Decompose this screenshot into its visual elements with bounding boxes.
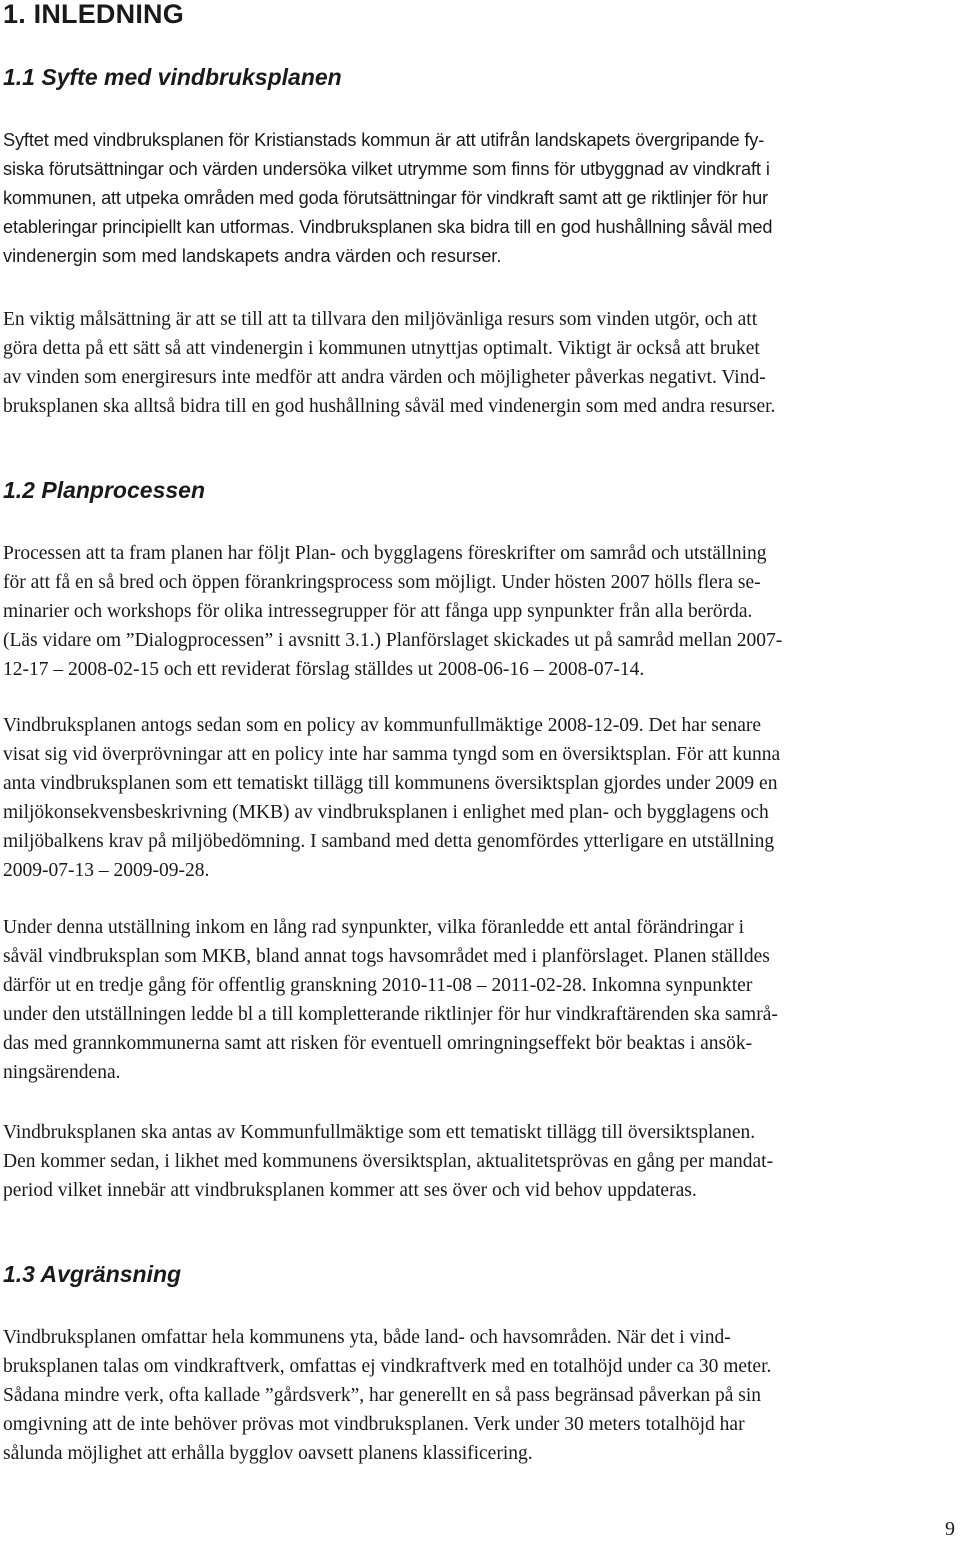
text-line: Vindbruksplanen antogs sedan som en policy av kommunfullmäktige 2008-12-09. Det har senare — [3, 715, 762, 736]
section-1-1-paragraph-1 — [3, 126, 953, 271]
text-line: 12-17 – 2008-02-15 och ett reviderat förslag ställdes ut 2008-06-16 – 2008-07-14. — [3, 659, 645, 680]
text-line: såväl vindbruksplan som MKB, bland annat togs havsområdet med i planförslaget. Planen ställdes — [3, 946, 770, 967]
text-line: omgivning att de inte behöver prövas mot vindbruksplanen. Verk under 30 meters totalhöjd har — [3, 1414, 745, 1435]
text-line: (Läs vidare om ”Dialogprocessen” i avsnitt 3.1.) Planförslaget skickades ut på samråd mellan 2007- — [3, 630, 783, 651]
section-title-1-2: 1.2 Planprocessen — [3, 477, 205, 503]
text-line: minarier och workshops för olika intressegrupper för att fånga upp synpunkter från alla berörda. — [3, 601, 753, 622]
text-line: anta vindbruksplanen som ett tematiskt tillägg till kommunens översiktsplan gjordes under 2009 en — [3, 773, 778, 794]
text-line: Sådana mindre verk, ofta kallade ”gårdsverk”, har generellt en så pass begränsad påverkan på sin — [3, 1385, 762, 1406]
text-line: miljöbalkens krav på miljöbedömning. I samband med detta genomfördes ytterligare en utställning — [3, 831, 775, 852]
text-line: En viktig målsättning är att se till att ta tillvara den miljövänliga resurs som vinden utgör, och att — [3, 309, 758, 330]
text-line: das med grannkommunerna samt att risken för eventuell omringningseffekt bör beaktas i ansök- — [3, 1033, 753, 1054]
text-line: etableringar principiellt kan utformas. Vindbruksplanen ska bidra till en god hushållning såväl med — [3, 217, 773, 237]
section-1-1-paragraph-2 — [3, 305, 953, 421]
text-line: bruksplanen talas om vindkraftverk, omfattas ej vindkraftverk med en totalhöjd under ca 30 meter. — [3, 1356, 772, 1377]
text-line: ningsärendena. — [3, 1062, 121, 1083]
text-line: för att få en så bred och öppen förankringsprocess som möjligt. Under hösten 2007 hölls flera se- — [3, 572, 761, 593]
section-title-1-3: 1.3 Avgränsning — [3, 1261, 182, 1287]
text-line: bruksplanen ska alltså bidra till en god hushållning såväl med vindenergin som med andra resurser. — [3, 396, 776, 417]
text-line: 2009-07-13 – 2009-09-28. — [3, 860, 210, 881]
section-1-2-paragraph-3 — [3, 913, 953, 1087]
text-line: av vinden som energiresurs inte medför att andra värden och möjligheter påverkas negativt. Vind- — [3, 367, 766, 388]
section-1-3-paragraph-1 — [3, 1323, 953, 1468]
section-1-2-paragraph-1 — [3, 539, 953, 684]
text-line: period vilket innebär att vindbruksplanen kommer att ses över och vid behov uppdateras. — [3, 1180, 697, 1201]
text-line: siska förutsättningar och värden undersöka vilket utrymme som finns för utbyggnad av vindkraft i — [3, 159, 770, 179]
text-line: Vindbruksplanen ska antas av Kommunfullmäktige som ett tematiskt tillägg till översiktsplanen. — [3, 1122, 756, 1143]
section-title-1-1: 1.1 Syfte med vindbruksplanen — [3, 64, 342, 90]
text-line: Processen att ta fram planen har följt Plan- och bygglagens föreskrifter om samråd och utställning — [3, 543, 767, 564]
text-line: därför ut en tredje gång för offentlig granskning 2010-11-08 – 2011-02-28. Inkomna synpunkter — [3, 975, 753, 996]
section-1-2-paragraph-4 — [3, 1118, 953, 1205]
text-line: Syftet med vindbruksplanen för Kristianstads kommun är att utifrån landskapets övergripande fy- — [3, 130, 765, 150]
text-line: sålunda möjlighet att erhålla bygglov oavsett planens klassificering. — [3, 1443, 533, 1464]
text-line: Den kommer sedan, i likhet med kommunens översiktsplan, aktualitetsprövas en gång per mandat- — [3, 1151, 774, 1172]
page-number: 9 — [945, 1518, 955, 1540]
text-line: Under denna utställning inkom en lång rad synpunkter, vilka föranledde ett antal förändringar i — [3, 917, 745, 938]
text-line: kommunen, att utpeka områden med goda förutsättningar för vindkraft samt att ge riktlinjer för hur — [3, 188, 768, 208]
text-line: visat sig vid överprövningar att en policy inte har samma tyngd som en översiktsplan. För att kunna — [3, 744, 781, 765]
text-line: göra detta på ett sätt så att vindenergin i kommunen utnyttjas optimalt. Viktigt är också att bruket — [3, 338, 760, 359]
text-line: vindenergin som med landskapets andra värden och resurser. — [3, 246, 502, 266]
text-line: Vindbruksplanen omfattar hela kommunens yta, både land- och havsområden. När det i vind- — [3, 1327, 731, 1348]
text-line: under den utställningen ledde bl a till kompletterande riktlinjer för hur vindkraftärenden ska samrå- — [3, 1004, 778, 1025]
text-line: miljökonsekvensbeskrivning (MKB) av vindbruksplanen i enlighet med plan- och bygglagens och — [3, 802, 769, 823]
section-1-2-paragraph-2 — [3, 711, 953, 885]
chapter-heading: 1. INLEDNING — [3, 0, 184, 29]
